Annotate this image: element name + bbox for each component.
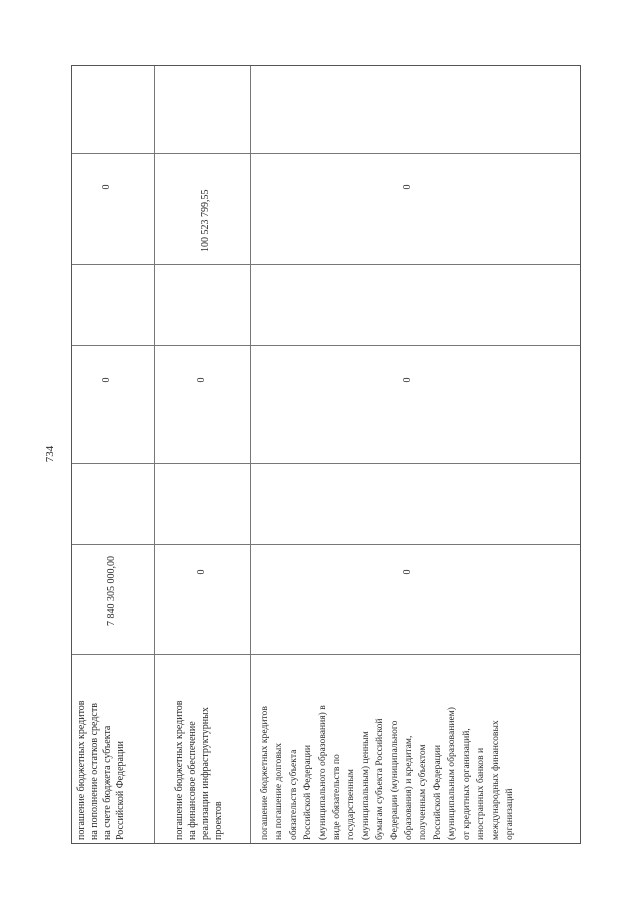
label-line: (муниципальным) ценным <box>359 731 371 840</box>
row-1-col1-value: 7 840 305 000,00 <box>106 556 117 626</box>
row-divider <box>154 66 155 843</box>
label-line: Федерации (муниципального <box>388 720 400 840</box>
row-1-col3-value: 0 <box>101 377 112 383</box>
column-divider <box>72 345 580 346</box>
label-line: международных финансовых <box>489 720 501 840</box>
column-divider <box>72 153 580 154</box>
row-2-col3-value: 0 <box>196 377 207 383</box>
label-line: государственным <box>345 769 357 840</box>
label-line: Российской Федерации <box>302 745 314 840</box>
label-line: реализации инфраструктурных <box>200 707 211 840</box>
row-1-label <box>75 660 127 840</box>
row-3-label <box>258 650 517 840</box>
label-line: бумагам субъекта Российской <box>374 718 386 840</box>
label-line: виде обязательств по <box>331 754 343 840</box>
row-3-col3-value: 0 <box>402 377 413 383</box>
row-3-col1-value: 0 <box>402 569 413 575</box>
label-line: (муниципального образования) в <box>316 705 328 840</box>
label-line: обязательств субъекта <box>287 749 299 840</box>
row-3-col5-value: 0 <box>402 184 413 190</box>
label-line: иностранных банков и <box>475 747 487 840</box>
page-number: 734 <box>44 445 56 463</box>
row-2-col1-value: 0 <box>196 569 207 575</box>
label-line: на пополнение остатков средств <box>89 703 100 840</box>
label-line: на счете бюджета субъекта <box>102 725 113 840</box>
label-line: погашение бюджетных кредитов <box>174 700 185 840</box>
label-line: от кредитных организаций, <box>460 728 472 840</box>
row-2-label <box>173 660 225 840</box>
row-divider <box>250 66 251 843</box>
label-line: (муниципальным образованием) <box>446 706 458 840</box>
label-line: образования) и кредитам, <box>403 735 415 840</box>
budget-table <box>71 65 581 844</box>
row-2-col5-value: 100 523 799,55 <box>200 189 211 252</box>
label-line: Российской Федерации <box>431 745 443 840</box>
column-divider <box>72 463 580 464</box>
label-line: на финансовое обеспечение <box>187 721 198 840</box>
row-1-col5-value: 0 <box>101 184 112 190</box>
label-line: организаций <box>503 788 515 840</box>
column-divider <box>72 264 580 265</box>
label-line: Российской Федерации <box>115 740 126 840</box>
label-line: проектов <box>213 801 224 840</box>
label-line: полученным субъектом <box>417 744 429 840</box>
label-line: погашение бюджетных кредитов <box>76 700 87 840</box>
label-line: погашение бюджетных кредитов <box>259 706 270 840</box>
label-line: на погашение долговых <box>273 742 285 840</box>
column-divider <box>72 544 580 545</box>
